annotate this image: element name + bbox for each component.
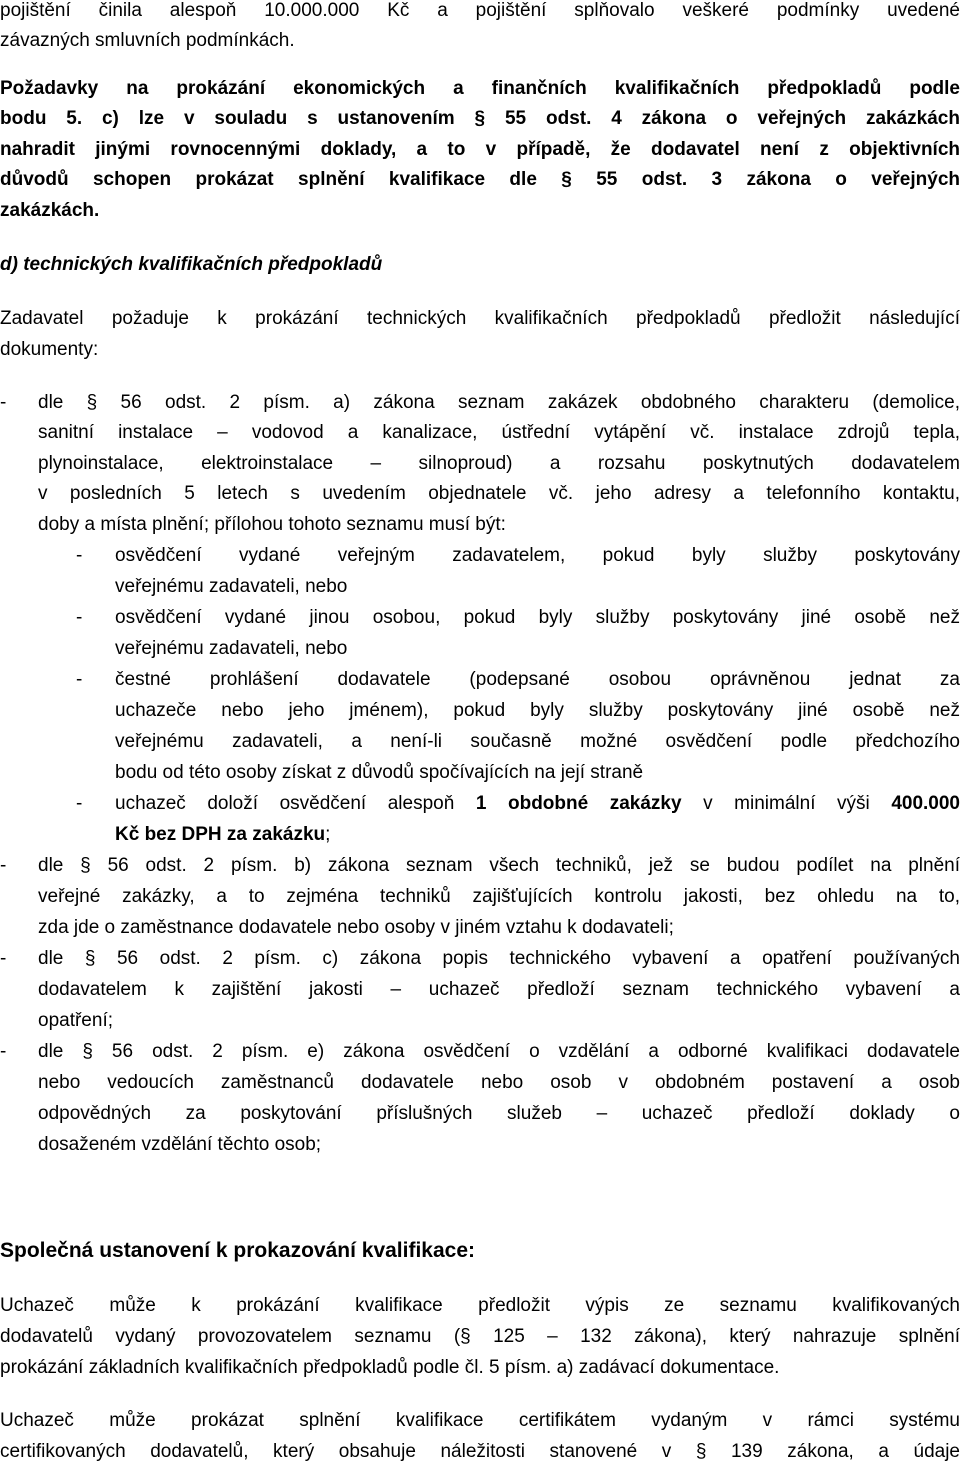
item-e-dash: -: [0, 1041, 7, 1062]
sub-4-mid: v minimální výši: [681, 793, 892, 814]
item-c-line-2: dodavatelem k zajištění jakosti – uchazeč předloží seznam technického vybavení a: [38, 979, 960, 1000]
sub-3-dash: -: [76, 669, 83, 690]
item-e-line-3: odpovědných za poskytování příslušných služeb – uchazeč předloží doklady o: [38, 1103, 960, 1124]
req-line-2: bodu 5. c) lze v souladu s ustanovením § 55 odst. 4 zákona o veřejných zakázkách: [0, 108, 960, 129]
sub-4-bold-3: Kč bez DPH za zakázku: [115, 824, 326, 845]
item-a-line-4: v posledních 5 letech s uvedením objednatele vč. jeho adresy a telefonního kontaktu,: [38, 483, 960, 504]
item-e-line-1: dle § 56 odst. 2 písm. e) zákona osvědčení o vzdělání a odborné kvalifikaci dodavatele: [38, 1041, 960, 1062]
sub-1-line-1: osvědčení vydané veřejným zadavatelem, pokud byly služby poskytovány: [115, 545, 960, 566]
item-c-line-1: dle § 56 odst. 2 písm. c) zákona popis technického vybavení a opatření používaných: [38, 948, 960, 969]
item-b-line-2: veřejné zakázky, a to zejména techniků zajišťujících kontrolu jakosti, bez ohledu na to,: [38, 886, 960, 907]
common-title: Společná ustanovení k prokazování kvalifikace:: [0, 1239, 476, 1262]
item-b-dash: -: [0, 855, 7, 876]
sub-4-line-2: [115, 824, 960, 846]
sub-4-line-1: [115, 793, 960, 815]
sub-2-line-2: veřejnému zadavateli, nebo: [115, 638, 348, 659]
req-line-4: důvodů schopen prokázat splnění kvalifikace dle § 55 odst. 3 zákona o veřejných: [0, 169, 960, 190]
item-b-line-3: zda jde o zaměstnance dodavatele nebo osoby v jiném vztahu k dodavateli;: [38, 917, 674, 938]
sub-1-line-2: veřejnému zadavateli, nebo: [115, 576, 348, 597]
sub-4-bold-2: 400.000: [891, 793, 960, 814]
item-a-line-1: dle § 56 odst. 2 písm. a) zákona seznam zakázek obdobného charakteru (demolice,: [38, 392, 960, 413]
item-a-line-2: sanitní instalace – vodovod a kanalizace, ústřední vytápění vč. instalace zdrojů tepla,: [38, 422, 960, 443]
section-d-intro-1: Zadavatel požaduje k prokázání technických kvalifikačních předpokladů předložit následující: [0, 308, 960, 329]
sub-3-line-3: veřejnému zadavateli, a není-li současně možné osvědčení podle předchozího: [115, 731, 960, 752]
section-d-title: d) technických kvalifikačních předpokladů: [0, 254, 383, 275]
sub-1-dash: -: [76, 545, 83, 566]
intro-line-2: závazných smluvních podmínkách.: [0, 30, 295, 51]
item-b-line-1: dle § 56 odst. 2 písm. b) zákona seznam všech techniků, jež se budou podílet na plnění: [38, 855, 960, 876]
section-d-intro-2: dokumenty:: [0, 339, 99, 360]
sub-4-pre: uchazeč doloží osvědčení alespoň: [115, 793, 476, 814]
common-p1-line-3: prokázání základních kvalifikačních předpokladů podle čl. 5 písm. a) zadávací dokumentace.: [0, 1357, 780, 1378]
item-c-line-3: opatření;: [38, 1010, 113, 1031]
sub-4-dash: -: [76, 793, 83, 814]
sub-2-dash: -: [76, 607, 83, 628]
req-line-3: nahradit jinými rovnocennými doklady, a to v případě, že dodavatel není z objektivních: [0, 139, 960, 160]
intro-line-1: [0, 0, 960, 22]
sub-4-end: ;: [325, 824, 331, 845]
item-e-line-2: nebo vedoucích zaměstnanců dodavatele nebo osob v obdobném postavení a osob: [38, 1072, 960, 1093]
common-p2-line-2: certifikovaných dodavatelů, který obsahuje náležitosti stanovené v § 139 zákona, a údaje: [0, 1441, 960, 1462]
item-c-dash: -: [0, 948, 7, 969]
sub-4-bold-1: 1 obdobné zakázky: [475, 793, 682, 814]
sub-3-line-1: čestné prohlášení dodavatele (podepsané osobou oprávněnou jednat za: [115, 669, 960, 690]
common-p1-line-2: dodavatelů vydaný provozovatelem seznamu (§ 125 – 132 zákona), který nahrazuje splnění: [0, 1326, 960, 1347]
intro-text-1: pojištění činila alespoň 10.000.000 Kč a pojištění splňovalo veškeré podmínky uvedené: [0, 0, 960, 21]
sub-2-line-1: osvědčení vydané jinou osobou, pokud byly služby poskytovány jiné osobě než: [115, 607, 960, 628]
item-e-line-4: dosaženém vzdělání těchto osob;: [38, 1134, 322, 1155]
common-p1-line-1: Uchazeč může k prokázání kvalifikace předložit výpis ze seznamu kvalifikovaných: [0, 1295, 960, 1316]
item-a-dash: -: [0, 392, 7, 413]
req-line-5: zakázkách.: [0, 200, 100, 221]
item-a-line-5: doby a místa plnění; přílohou tohoto seznamu musí být:: [38, 514, 506, 535]
sub-3-line-4: bodu od této osoby získat z důvodů spočívajících na její straně: [115, 762, 644, 783]
req-line-1: Požadavky na prokázání ekonomických a finančních kvalifikačních předpokladů podle: [0, 78, 960, 99]
item-a-line-3: plynoinstalace, elektroinstalace – silnoproud) a rozsahu poskytnutých dodavatelem: [38, 453, 960, 474]
common-p2-line-1: Uchazeč může prokázat splnění kvalifikace certifikátem vydaným v rámci systému: [0, 1410, 960, 1431]
sub-3-line-2: uchazeče nebo jeho jménem), pokud byly služby poskytovány jiné osobě než: [115, 700, 960, 721]
